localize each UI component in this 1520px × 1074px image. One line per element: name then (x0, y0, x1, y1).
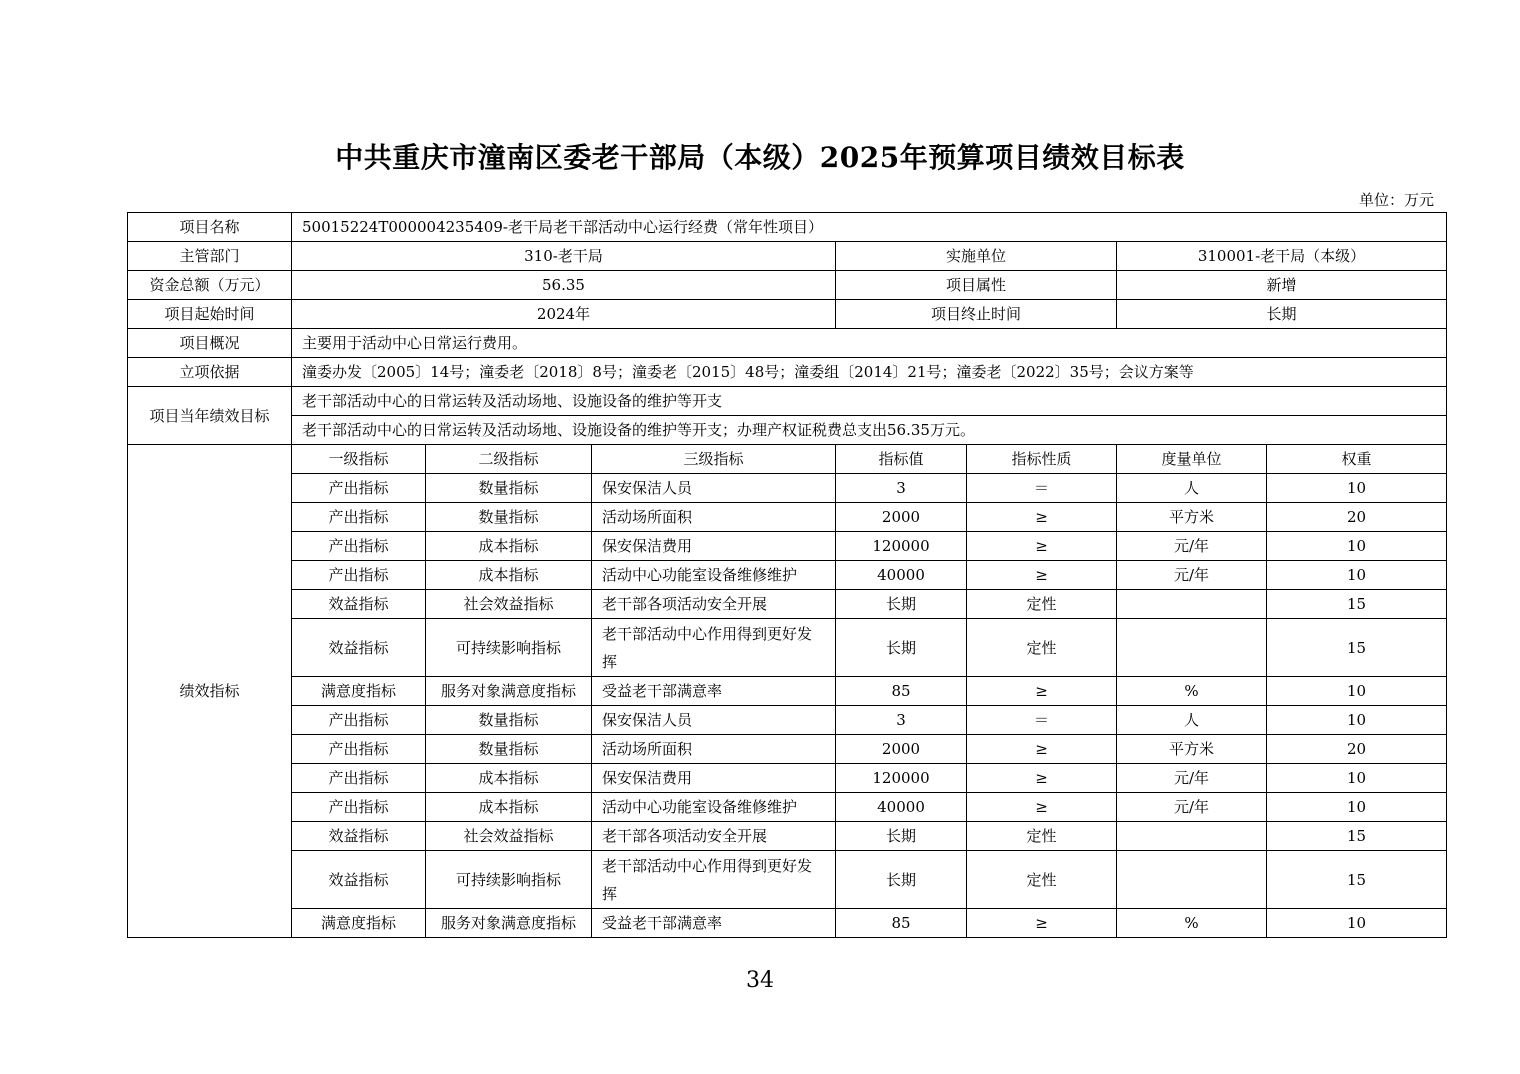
indicator-cell: 元/年 (1117, 532, 1267, 561)
indicator-cell: 3 (836, 706, 967, 735)
indicator-cell: 15 (1267, 590, 1447, 619)
indicator-row (128, 706, 1447, 735)
indicator-cell: 人 (1117, 706, 1267, 735)
indicator-cell: 产出指标 (292, 503, 426, 532)
row-overview (128, 329, 1447, 358)
cell-label: 项目概况 (128, 329, 292, 358)
indicator-cell: ≥ (967, 735, 1117, 764)
indicator-cell: 10 (1267, 677, 1447, 706)
indicator-cell: 10 (1267, 706, 1447, 735)
cell-label: 资金总额（万元） (128, 271, 292, 300)
header-cell: 指标值 (836, 445, 967, 474)
indicator-row (128, 793, 1447, 822)
indicator-cell: 产出指标 (292, 764, 426, 793)
indicator-cell: 效益指标 (292, 851, 426, 909)
indicator-row (128, 590, 1447, 619)
indicator-cell: 10 (1267, 474, 1447, 503)
indicator-cell: 受益老干部满意率 (592, 677, 836, 706)
indicator-cell: 定性 (967, 822, 1117, 851)
indicator-cell: 受益老干部满意率 (592, 909, 836, 938)
row-project-name (128, 213, 1447, 242)
indicator-cell: 服务对象满意度指标 (426, 909, 592, 938)
indicator-row (128, 764, 1447, 793)
indicator-row (128, 909, 1447, 938)
cell-label: 项目名称 (128, 213, 292, 242)
indicator-cell: 成本指标 (426, 793, 592, 822)
indicator-cell: 活动中心功能室设备维修维护 (592, 561, 836, 590)
indicator-cell: 活动中心功能室设备维修维护 (592, 793, 836, 822)
header-cell: 二级指标 (426, 445, 592, 474)
indicator-cell: 10 (1267, 909, 1447, 938)
indicator-cell: 40000 (836, 793, 967, 822)
indicator-cell: 产出指标 (292, 532, 426, 561)
indicator-cell: 长期 (836, 590, 967, 619)
indicator-cell: 10 (1267, 764, 1447, 793)
row-goal-1 (128, 387, 1447, 416)
indicator-cell: 社会效益指标 (426, 822, 592, 851)
indicator-cell: 平方米 (1117, 503, 1267, 532)
unit-label: 单位：万元 (1358, 191, 1434, 209)
indicator-cell: ≥ (967, 793, 1117, 822)
indicator-cell: 成本指标 (426, 561, 592, 590)
indicator-cell: 满意度指标 (292, 677, 426, 706)
indicator-cell: ≥ (967, 503, 1117, 532)
cell-project-name: 50015224T000004235409-老干局老干部活动中心运行经费（常年性项目） (292, 213, 1447, 242)
indicator-cell: 定性 (967, 590, 1117, 619)
indicator-cell: 长期 (836, 822, 967, 851)
cell-label: 项目终止时间 (836, 300, 1117, 329)
indicator-cell: 15 (1267, 822, 1447, 851)
indicator-cell: 保安保洁人员 (592, 474, 836, 503)
indicator-cell: 老干部各项活动安全开展 (592, 822, 836, 851)
header-cell: 三级指标 (592, 445, 836, 474)
row-goal-2 (128, 416, 1447, 445)
indicator-cell: 数量指标 (426, 474, 592, 503)
cell-goal-1: 老干部活动中心的日常运转及活动场地、设施设备的维护等开支 (292, 387, 1447, 416)
indicator-row (128, 822, 1447, 851)
indicator-cell: 成本指标 (426, 532, 592, 561)
indicator-cell (1117, 590, 1267, 619)
cell-start: 2024年 (292, 300, 836, 329)
row-dept (128, 242, 1447, 271)
indicator-cell: 老干部各项活动安全开展 (592, 590, 836, 619)
indicator-cell: ≥ (967, 677, 1117, 706)
indicator-cell: 成本指标 (426, 764, 592, 793)
header-cell: 指标性质 (967, 445, 1117, 474)
indicator-row (128, 503, 1447, 532)
header-cell: 一级指标 (292, 445, 426, 474)
indicator-cell: 可持续影响指标 (426, 619, 592, 677)
indicator-cell: 活动场所面积 (592, 503, 836, 532)
row-indicator-header (128, 445, 1447, 474)
indicator-cell: 人 (1117, 474, 1267, 503)
cell-impl: 310001-老干局（本级） (1117, 242, 1447, 271)
cell-label: 项目属性 (836, 271, 1117, 300)
indicator-cell: 满意度指标 (292, 909, 426, 938)
indicator-cell: 效益指标 (292, 619, 426, 677)
indicator-cell: 10 (1267, 532, 1447, 561)
cell-overview: 主要用于活动中心日常运行费用。 (292, 329, 1447, 358)
indicator-cell: ≥ (967, 561, 1117, 590)
indicator-cell: 元/年 (1117, 764, 1267, 793)
indicator-cell: ≥ (967, 909, 1117, 938)
indicator-cell: 可持续影响指标 (426, 851, 592, 909)
cell-label: 立项依据 (128, 358, 292, 387)
indicator-cell: 老干部活动中心作用得到更好发挥 (592, 851, 836, 909)
indicator-cell: 老干部活动中心作用得到更好发挥 (592, 619, 836, 677)
indicator-cell: 保安保洁费用 (592, 532, 836, 561)
indicator-cell: 活动场所面积 (592, 735, 836, 764)
header-cell: 权重 (1267, 445, 1447, 474)
indicator-cell: 85 (836, 909, 967, 938)
indicator-cell: 120000 (836, 532, 967, 561)
indicator-row (128, 677, 1447, 706)
indicator-cell: 2000 (836, 503, 967, 532)
indicator-cell: 3 (836, 474, 967, 503)
indicator-row (128, 735, 1447, 764)
page-number: 34 (746, 968, 774, 993)
cell-end: 长期 (1117, 300, 1447, 329)
row-basis (128, 358, 1447, 387)
indicator-cell: 效益指标 (292, 590, 426, 619)
indicator-cell: 产出指标 (292, 706, 426, 735)
indicator-cell: 产出指标 (292, 474, 426, 503)
cell-label: 实施单位 (836, 242, 1117, 271)
cell-label: 主管部门 (128, 242, 292, 271)
indicator-cell: 定性 (967, 851, 1117, 909)
indicator-row (128, 474, 1447, 503)
indicator-cell (1117, 822, 1267, 851)
indicator-cell: % (1117, 677, 1267, 706)
indicator-cell: ＝ (967, 474, 1117, 503)
indicator-cell: 长期 (836, 851, 967, 909)
indicator-cell: 平方米 (1117, 735, 1267, 764)
indicator-cell: 2000 (836, 735, 967, 764)
indicator-cell: 元/年 (1117, 793, 1267, 822)
indicator-row (128, 619, 1447, 677)
row-period (128, 300, 1447, 329)
indicator-cell: 120000 (836, 764, 967, 793)
indicator-cell: 15 (1267, 851, 1447, 909)
indicator-cell: 元/年 (1117, 561, 1267, 590)
cell-goal-2: 老干部活动中心的日常运转及活动场地、设施设备的维护等开支；办理产权证税费总支出56.35万元。 (292, 416, 1447, 445)
indicator-cell: 数量指标 (426, 706, 592, 735)
indicator-cell: 产出指标 (292, 793, 426, 822)
indicator-cell: 产出指标 (292, 561, 426, 590)
cell-attr: 新增 (1117, 271, 1447, 300)
indicator-cell (1117, 851, 1267, 909)
indicator-cell: 保安保洁人员 (592, 706, 836, 735)
indicator-cell: 20 (1267, 735, 1447, 764)
indicator-cell: 长期 (836, 619, 967, 677)
indicator-cell: 产出指标 (292, 735, 426, 764)
indicator-cell: 定性 (967, 619, 1117, 677)
performance-table (127, 212, 1447, 938)
indicator-cell: 15 (1267, 619, 1447, 677)
indicator-cell: 10 (1267, 561, 1447, 590)
header-cell: 度量单位 (1117, 445, 1267, 474)
cell-label: 项目当年绩效目标 (128, 387, 292, 445)
indicator-row (128, 851, 1447, 909)
indicator-cell: 服务对象满意度指标 (426, 677, 592, 706)
indicator-cell: ≥ (967, 532, 1117, 561)
indicator-row (128, 561, 1447, 590)
indicator-cell: 85 (836, 677, 967, 706)
indicator-cell: 效益指标 (292, 822, 426, 851)
indicator-cell (1117, 619, 1267, 677)
indicator-cell: % (1117, 909, 1267, 938)
indicator-cell: 40000 (836, 561, 967, 590)
indicator-row (128, 532, 1447, 561)
cell-basis: 潼委办发〔2005〕14号；潼委老〔2018〕8号；潼委老〔2015〕48号；潼委组〔2014〕21号；潼委老〔2022〕35号；会议方案等 (292, 358, 1447, 387)
cell-funds: 56.35 (292, 271, 836, 300)
indicator-cell: 保安保洁费用 (592, 764, 836, 793)
indicator-cell: 社会效益指标 (426, 590, 592, 619)
page-title: 中共重庆市潼南区委老干部局（本级）2025年预算项目绩效目标表 (335, 141, 1185, 174)
indicator-cell: 数量指标 (426, 735, 592, 764)
indicator-cell: 数量指标 (426, 503, 592, 532)
cell-indicator-label: 绩效指标 (128, 445, 292, 938)
indicator-cell: 20 (1267, 503, 1447, 532)
row-funds (128, 271, 1447, 300)
cell-dept: 310-老干局 (292, 242, 836, 271)
indicator-cell: ≥ (967, 764, 1117, 793)
indicator-cell: ＝ (967, 706, 1117, 735)
indicator-cell: 10 (1267, 793, 1447, 822)
cell-label: 项目起始时间 (128, 300, 292, 329)
